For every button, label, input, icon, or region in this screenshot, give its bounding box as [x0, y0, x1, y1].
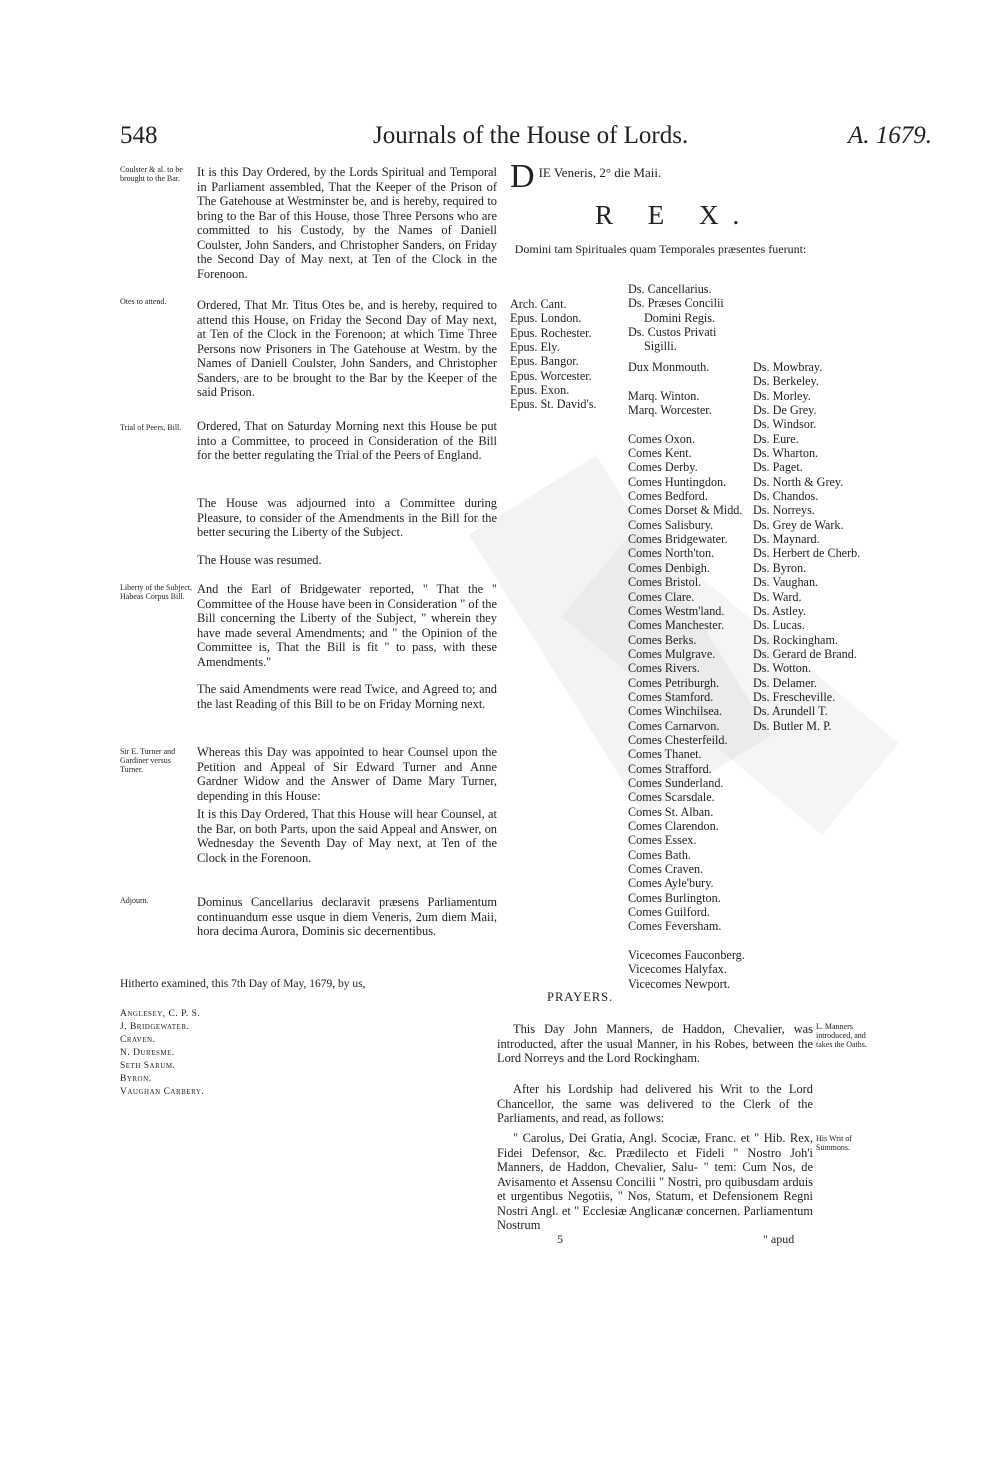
peer: Comes Dorset & Midd.	[628, 503, 743, 518]
baron: Ds. Paget.	[753, 460, 803, 475]
baron: Ds. Butler M. P.	[753, 718, 832, 733]
baron: Ds. Wharton.	[753, 446, 819, 461]
paragraph-amendments: The said Amendments were read Twice, and Agreed to; and the last Reading of this Bill to be on Friday Morning next.	[197, 682, 497, 711]
peer: Comes Manchester.	[628, 618, 725, 633]
peer: Comes Stamford.	[628, 689, 714, 704]
baron: Ds. Gerard de Brand.	[753, 646, 857, 661]
peer: Comes Petriburgh.	[628, 675, 720, 690]
baron: Ds. Maynard.	[753, 532, 820, 547]
peer: Comes Westm'land.	[628, 603, 725, 618]
signature: Seth Sarum.	[120, 1061, 176, 1071]
baron: Ds. Norreys.	[753, 503, 815, 518]
paragraph-turner-appeal: Whereas this Day was appointed to hear Counsel upon the Petition and Appeal of Sir Edward Turner and Anne Gardner Widow and the Answer of Dame Mary Turner, depending in this House:	[197, 745, 497, 803]
baron: Ds. Byron.	[753, 560, 807, 575]
signature-mark: 5	[557, 1232, 563, 1246]
barons-list	[753, 360, 860, 733]
paragraph-manners: This Day John Manners, de Haddon, Chevalier, was introducted, after the usual Manner, in his Robes, between the Lord Norreys and the Lord Rockingham.	[497, 1022, 813, 1065]
peer: Comes Rivers.	[628, 661, 700, 676]
peer: Comes Ayle'bury.	[628, 876, 714, 891]
margin-note-otes: Otes to attend.	[120, 297, 167, 306]
officer: Ds. Præses Concilii	[628, 296, 724, 311]
bishop: Epus. Bangor.	[510, 354, 579, 369]
peer: Dux Monmouth.	[628, 360, 710, 374]
bishop: Epus. St. David's.	[510, 397, 597, 412]
baron: Ds. Arundell T.	[753, 704, 828, 719]
paragraph-resumed: The House was resumed.	[197, 553, 322, 567]
baron: Ds. Frescheville.	[753, 689, 836, 704]
baron: Ds. De Grey.	[753, 403, 817, 418]
bishop: Epus. Rochester.	[510, 325, 592, 340]
drop-cap: D	[510, 158, 535, 195]
peer: Comes Carnarvon.	[628, 718, 720, 733]
margin-note-coulster: Coulster & al. to be brought to the Bar.	[120, 165, 183, 183]
baron: Ds. Chandos.	[753, 489, 819, 504]
peer: Marq. Winton.	[628, 388, 700, 403]
officer: Ds. Cancellarius.	[628, 282, 712, 296]
peer: Vicecomes Fauconberg.	[628, 948, 745, 963]
officer: Sigilli.	[644, 339, 677, 354]
page-number: 548	[120, 122, 158, 149]
peer: Comes Thanet.	[628, 747, 702, 762]
baron: Ds. Herbert de Cherb.	[753, 546, 861, 561]
paragraph-committee: The House was adjourned into a Committee during Pleasure, to consider of the Amendments in the Bill for the better securing the Liberty of the Subject.	[197, 496, 497, 539]
baron: Ds. North & Grey.	[753, 474, 844, 489]
rex-heading: R E X.	[595, 200, 754, 230]
bishop: Epus. Ely.	[510, 340, 560, 355]
baron: Ds. Berkeley.	[753, 374, 819, 389]
peer: Marq. Worcester.	[628, 403, 712, 418]
peer: Comes Clarendon.	[628, 819, 719, 833]
signature: Anglesey, C. P. S.	[120, 1009, 201, 1019]
bishop: Epus. London.	[510, 311, 582, 326]
session-date	[510, 160, 661, 194]
margin-note-turner: Sir E. Turner and Gardiner versus Turner.	[120, 747, 176, 774]
margin-note-liberty: Liberty of the Subject, Habeas Corpus Bill.	[120, 583, 192, 601]
peer: Comes Huntingdon.	[628, 474, 727, 489]
peer: Comes Mulgrave.	[628, 646, 716, 661]
bishop: Arch. Cant.	[510, 297, 567, 311]
bishop: Epus. Worcester.	[510, 368, 592, 383]
peer: Comes Clare.	[628, 589, 695, 604]
margin-note-trial: Trial of Peers, Bill.	[120, 423, 182, 432]
peer: Comes St. Alban.	[628, 804, 714, 819]
peer: Comes Bedford.	[628, 489, 708, 504]
baron: Ds. Mowbray.	[753, 360, 823, 374]
signature: N. Duresme.	[120, 1048, 175, 1058]
paragraph-counsel-order: It is this Day Ordered, That this House will hear Counsel, at the Bar, on both Parts, upon the said Appeal and Answer, on Wednesday the Seventh Day of May next, at Ten of the Clock in the Forenoon.	[197, 807, 497, 865]
bishops-list	[510, 297, 597, 412]
peer: Vicecomes Newport.	[628, 976, 731, 991]
peer: Comes Scarsdale.	[628, 790, 715, 805]
officers-list	[628, 282, 724, 354]
page-title: Journals of the House of Lords.	[373, 122, 689, 149]
peer: Comes Essex.	[628, 833, 697, 848]
paragraph-trial-of-peers: Ordered, That on Saturday Morning next this House be put into a Committee, to proceed in Consideration of the Bill for the better regulating the Trial of the Peers of England.	[197, 419, 497, 462]
paragraph-bridgewater-report: And the Earl of Bridgewater reported, " That the " Committee of the House have been in Consideration " of the Bill concerning the Liberty of the Subject, " wherein they have made several Amendments; and " the Opinion of the Committee is, That the Bill is fit " to pass, with these Amendments."	[197, 582, 497, 669]
peers-list	[628, 360, 745, 991]
peer: Comes Chesterfeild.	[628, 732, 728, 747]
session-date-text: IE Veneris, 2° die Maii.	[538, 165, 662, 180]
peer: Comes North'ton.	[628, 546, 715, 561]
paragraph-order-otes: Ordered, That Mr. Titus Otes be, and is hereby, required to attend this House, on Friday the Second Day of May next, at Ten of the Clock in the Forenoon; at which Time Three Persons now Prisoners in The Gatehouse at Westm. by the Names of Daniell Coulster, John Sanders, and Christopher Sanders, are to be brought to the Bar by the Keeper of the said Prison.	[197, 298, 497, 399]
peer: Comes Winchilsea.	[628, 704, 723, 719]
signature: Byron.	[120, 1074, 152, 1084]
signatures	[120, 1008, 204, 1099]
baron: Ds. Morley.	[753, 388, 811, 403]
baron: Ds. Astley.	[753, 603, 807, 618]
officer: Domini Regis.	[644, 310, 716, 325]
signature: J. Bridgewater.	[120, 1022, 190, 1032]
peer: Comes Craven.	[628, 862, 704, 877]
baron: Ds. Rockingham.	[753, 632, 838, 647]
baron: Ds. Wotton.	[753, 661, 812, 676]
peer: Comes Berks.	[628, 632, 697, 647]
paragraph-order-gatehouse: It is this Day Ordered, by the Lords Spiritual and Temporal in Parliament assembled, That the Keeper of the Prison of The Gatehouse at Westminster be, and is hereby, required to bring to the Bar of this House, those Three Persons who are committed to his Custody, by the Names of Daniell Coulster, John Sanders, and Christopher Sanders, on Friday the Second Day of May next, at Ten of the Clock in the Forenoon.	[197, 165, 497, 281]
peer	[628, 934, 745, 948]
prayers-heading: PRAYERS.	[547, 990, 614, 1004]
peer: Comes Salisbury.	[628, 517, 714, 532]
peer	[628, 417, 745, 431]
catchword: " apud	[763, 1232, 795, 1246]
peer: Comes Strafford.	[628, 761, 712, 776]
paragraph-adjournment: Dominus Cancellarius declaravit præsens Parliamentum continuandum esse usque in diem Veneris, 2um diem Maii, hora decima Aurora, Dominis sic decernentibus.	[197, 895, 497, 938]
baron: Ds. Eure.	[753, 431, 799, 446]
page-year: A. 1679.	[848, 122, 933, 149]
paragraph-writ-delivered: After his Lordship had delivered his Writ to the Lord Chancellor, the same was delivered to the Clerk of the Parliaments, and read, as follows:	[497, 1082, 813, 1125]
peer: Comes Derby.	[628, 460, 698, 475]
peer: Comes Bridgewater.	[628, 532, 728, 547]
peer: Comes Burlington.	[628, 890, 721, 905]
paragraph-writ-text: " Carolus, Dei Gratia, Angl. Scociæ, Franc. et " Hib. Rex, Fidei Defensor, &c. Prædilecto et Fideli " Nostro Joh'i Manners, de Haddon, Chevalier, Salu- " tem: Cum Nos, de Avisamento et Assensu Concilii " Nostri, pro quibusdam arduis et urgentibus Negotiis, " Nos, Statum, et Defensionem Regni Nostri Angl. et " Ecclesiæ Anglicanæ concernen. Parliamentum Nostrum	[497, 1131, 813, 1232]
signature: Craven.	[120, 1035, 156, 1045]
peer: Comes Sunderland.	[628, 775, 724, 790]
peer: Vicecomes Halyfax.	[628, 962, 727, 977]
officer: Ds. Custos Privati	[628, 325, 717, 340]
examined-line: Hitherto examined, this 7th Day of May, 1679, by us,	[120, 978, 366, 990]
signature: Vaughan Carbery.	[120, 1087, 205, 1097]
peer: Comes Oxon.	[628, 431, 696, 446]
baron: Ds. Lucas.	[753, 618, 805, 633]
baron: Ds. Windsor.	[753, 417, 817, 432]
baron: Ds. Ward.	[753, 589, 802, 604]
peer: Comes Kent.	[628, 446, 692, 461]
attendance-heading: Domini tam Spirituales quam Temporales præsentes fuerunt:	[514, 242, 807, 256]
peer: Comes Bristol.	[628, 575, 702, 590]
baron: Ds. Grey de Wark.	[753, 517, 844, 532]
baron: Ds. Delamer.	[753, 675, 817, 690]
baron: Ds. Vaughan.	[753, 575, 819, 590]
peer: Comes Bath.	[628, 847, 691, 862]
margin-note-writ: His Writ of Summons.	[816, 1134, 852, 1152]
peer: Comes Denbigh.	[628, 560, 710, 575]
margin-note-adjourn: Adjourn.	[120, 896, 149, 905]
bishop: Epus. Exon.	[510, 383, 570, 398]
margin-note-manners: L. Manners introduced, and takes the Oaths.	[816, 1022, 867, 1049]
peer: Comes Feversham.	[628, 919, 722, 934]
peer	[628, 374, 745, 388]
peer: Comes Guilford.	[628, 905, 710, 920]
